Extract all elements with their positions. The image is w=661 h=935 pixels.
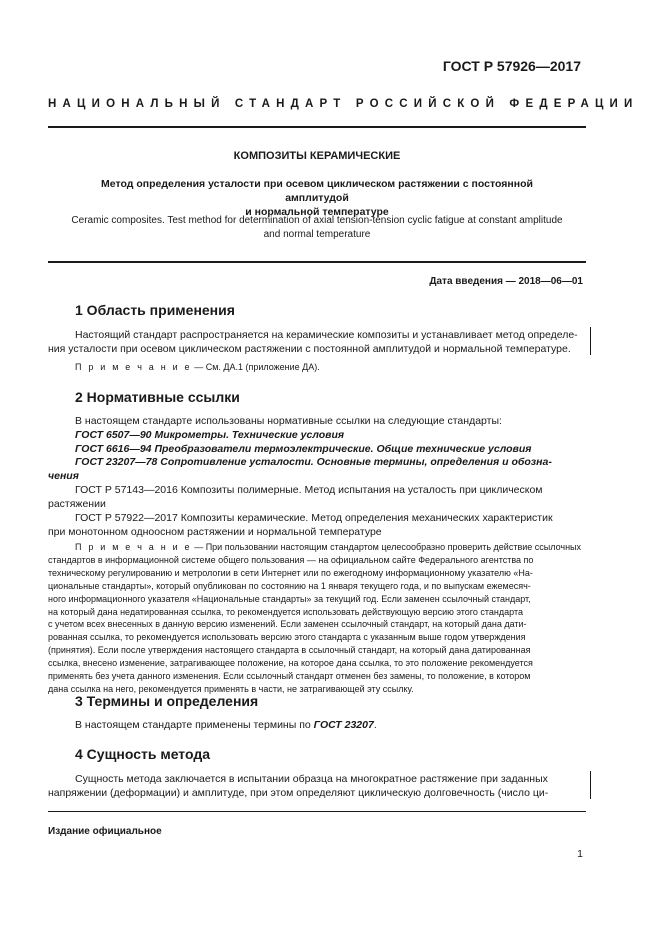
change-bar xyxy=(590,771,591,799)
reference-gost-23207 xyxy=(48,455,584,483)
note-line: ссылка, внесено изменение, затрагивающее положение, на которое дана ссылка, то это положение рекомендуется xyxy=(48,658,533,669)
note-line: ного информационного указателя «Национальные стандарты» за текущий год. Если заменен ссылочный стандарт, xyxy=(48,593,531,604)
note-line: (принятия). Если после утверждения настоящего стандарта в ссылочный стандарт, на который дана датированная xyxy=(48,645,531,656)
footer-rule xyxy=(48,811,586,812)
section-heading-method: 4 Сущность метода xyxy=(75,746,211,762)
section-heading-scope: 1 Область применения xyxy=(75,302,235,318)
note-line: стандартов в информационной системе общего пользования — на официальном сайте Федерального агентства по xyxy=(48,554,534,565)
scope-note: П р и м е ч а н и е — См. ДА.1 (приложение ДА). xyxy=(75,362,320,372)
document-title: КОМПОЗИТЫ КЕРАМИЧЕСКИЕ xyxy=(233,150,401,162)
paragraph-line: ГОСТ Р 57922—2017 Композиты керамические. Метод определения механических характеристик xyxy=(75,512,553,524)
page-number: 1 xyxy=(577,848,583,860)
paragraph-line: при монотонном одноосном растяжении и нормальной температуре xyxy=(48,526,382,538)
scope-paragraph xyxy=(48,328,584,356)
normative-refs-intro: В настоящем стандарте использованы нормативные ссылки на следующие стандарты: xyxy=(75,415,502,427)
method-paragraph xyxy=(48,772,584,800)
section-heading-normative-refs: 2 Нормативные ссылки xyxy=(75,389,240,405)
english-title xyxy=(70,214,564,242)
reference-gost-6616: ГОСТ 6616—94 Преобразователи термоэлектрические. Общие технические условия xyxy=(75,443,532,455)
paragraph-line: ния усталости при осевом циклическом растяжении с постоянной амплитудой и нормальной температуре. xyxy=(48,343,571,355)
paragraph-line: ГОСТ Р 57143—2016 Композиты полимерные. Метод испытания на усталость при циклическом xyxy=(75,484,543,496)
note-line: рованная ссылка, то рекомендуется использовать версию этого стандарта с указанным выше годом утверждения xyxy=(48,632,526,643)
paragraph-line: Настоящий стандарт распространяется на керамические композиты и устанавливает метод определе- xyxy=(75,329,578,341)
subtitle-line: Метод определения усталости при осевом циклическом растяжении с постоянной амплитудой xyxy=(101,178,533,204)
reference-gost-r-57922 xyxy=(48,511,584,539)
national-standard-banner: НАЦИОНАЛЬНЫЙ СТАНДАРТ РОССИЙСКОЙ ФЕДЕРАЦИИ xyxy=(48,98,639,110)
paragraph-line: напряжении (деформации) и амплитуде, при этом определяют циклическую долговечность (число ци- xyxy=(48,787,549,799)
reference-gost-r-57143 xyxy=(48,483,584,511)
subtitle-line: и нормальной температуре xyxy=(245,206,389,218)
note-line: П р и м е ч а н и е — При пользовании настоящим стандартом целесообразно проверить действие ссылочных xyxy=(75,542,582,552)
paragraph-line: ГОСТ 23207—78 Сопротивление усталости. Основные термины, определения и обозна- xyxy=(75,456,552,468)
terms-paragraph: В настоящем стандарте применены термины по ГОСТ 23207. xyxy=(75,719,377,731)
title-rule xyxy=(48,261,586,263)
change-bar xyxy=(590,327,591,355)
paragraph-line: чения xyxy=(48,470,79,482)
english-title-line: and normal temperature xyxy=(263,229,371,240)
official-edition-label: Издание официальное xyxy=(48,826,162,837)
note-line: на который дана недатированная ссылка, то рекомендуется использовать действующую версию этого стандарта xyxy=(48,606,523,617)
paragraph-line: растяжении xyxy=(48,498,106,510)
document-subtitle xyxy=(70,177,564,219)
normative-refs-note xyxy=(48,541,584,696)
note-line: циональные стандарты», который опубликован по состоянию на 1 января текущего года, и по выпускам ежемесяч- xyxy=(48,580,531,591)
reference-gost-6507: ГОСТ 6507—90 Микрометры. Технические условия xyxy=(75,429,345,441)
english-title-line: Ceramic composites. Test method for determination of axial tension-tension cyclic fatigue at constant amplitude xyxy=(71,215,563,226)
introduction-date: Дата введения — 2018—06—01 xyxy=(429,276,583,287)
top-rule xyxy=(48,126,586,128)
section-heading-terms: 3 Термины и определения xyxy=(75,693,259,709)
note-line: применять без учета данного изменения. Если ссылочный стандарт отменен без замены, то положение, в котором xyxy=(48,671,531,682)
note-line: техническому регулированию и метрологии в сети Интернет или по ежегодному информационному указателю «На- xyxy=(48,567,533,578)
note-line: с учетом всех внесенных в данную версию изменений. Если заменен ссылочный стандарт, на который дана дати- xyxy=(48,619,527,630)
paragraph-line: Сущность метода заключается в испытании образца на многократное растяжение при заданных xyxy=(75,773,548,785)
standard-number: ГОСТ Р 57926—2017 xyxy=(442,58,581,74)
note-line: дана ссылка на него, рекомендуется применять в части, не затрагивающей эту ссылку. xyxy=(48,683,414,694)
